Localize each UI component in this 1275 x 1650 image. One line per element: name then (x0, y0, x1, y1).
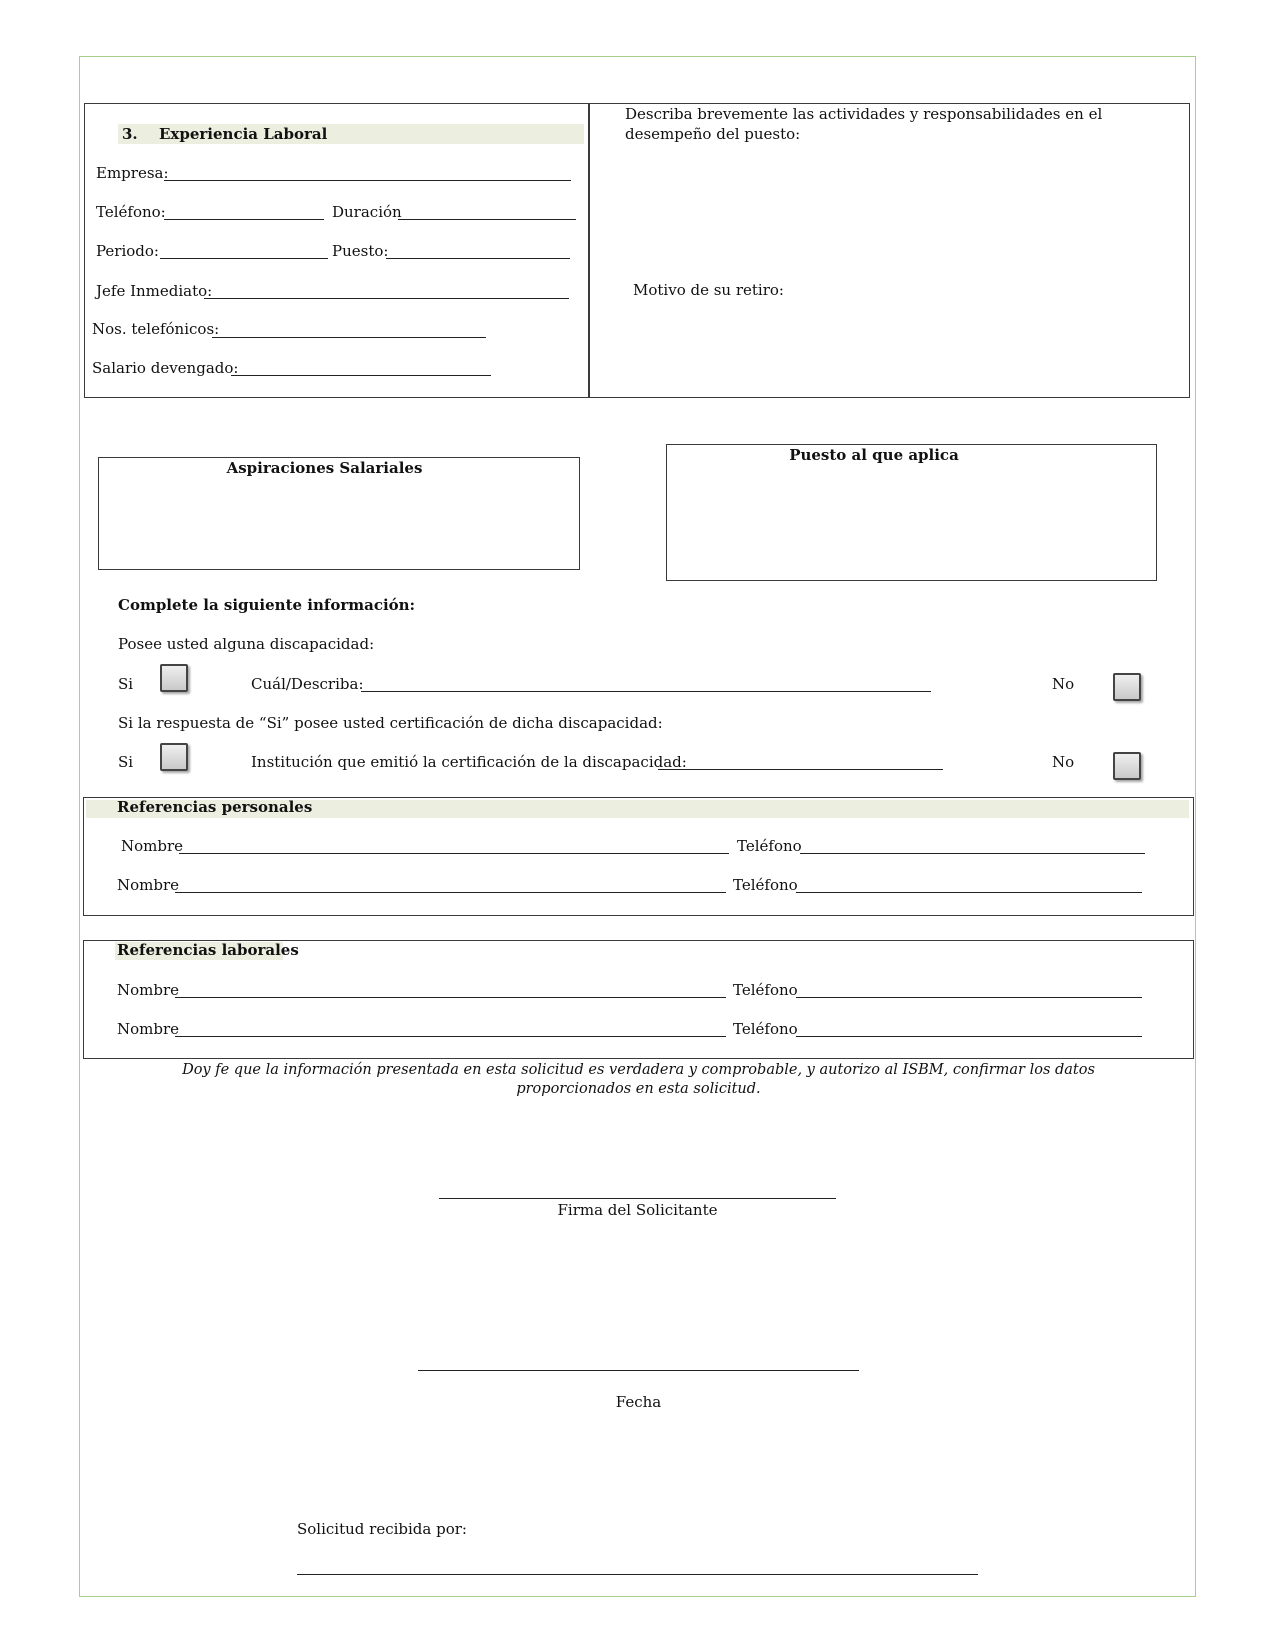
ref-personales-nombre-field-1[interactable] (179, 853, 729, 854)
periodo-field[interactable] (160, 258, 328, 259)
describe-text: Describa brevemente las actividades y responsabilidades en el desempeño del puesto: (625, 105, 1103, 143)
ref-laborales-nombre-label-2: Nombre (117, 1020, 180, 1038)
telefono-field[interactable] (164, 219, 324, 220)
ref-personales-nombre-field-2[interactable] (175, 892, 726, 893)
cual-field[interactable] (361, 691, 931, 692)
ref-personales-title: Referencias personales (117, 798, 313, 816)
ref-personales-nombre-label-2: Nombre (117, 876, 180, 894)
periodo-label: Periodo: (96, 242, 159, 260)
motivo-label: Motivo de su retiro: (633, 281, 784, 299)
fecha-label: Fecha (615, 1393, 662, 1411)
salario-label: Salario devengado: (92, 359, 239, 377)
no-label-1: No (1052, 675, 1075, 693)
section-title: Experiencia Laboral (159, 125, 328, 143)
puesto-aplica-title: Puesto al que aplica (789, 446, 959, 464)
section-number: 3. (122, 125, 138, 143)
ref-laborales-nombre-field-1[interactable] (175, 997, 726, 998)
nos-telefonicos-field[interactable] (212, 337, 486, 338)
si-label-2: Si (118, 753, 134, 771)
recibida-label: Solicitud recibida por: (297, 1520, 467, 1538)
puesto-aplica-box[interactable] (666, 444, 1157, 581)
experience-box (84, 103, 1190, 398)
firma-label: Firma del Solicitante (557, 1201, 718, 1219)
ref-laborales-telefono-label-2: Teléfono (733, 1020, 798, 1038)
ref-personales-nombre-label-1: Nombre (121, 837, 184, 855)
si-checkbox-2[interactable] (160, 743, 188, 771)
declaration-line-1: Doy fe que la información presentada en esta solicitud es verdadera y comprobable, y autorizo al ISBM, confirmar los datos (182, 1062, 1095, 1078)
empresa-field[interactable] (164, 180, 571, 181)
ref-laborales-nombre-label-1: Nombre (117, 981, 180, 999)
puesto-label: Puesto: (332, 242, 389, 260)
telefono-label: Teléfono: (96, 203, 166, 221)
jefe-field[interactable] (204, 298, 569, 299)
no-label-2: No (1052, 753, 1075, 771)
duracion-label: Duración (332, 203, 402, 221)
no-checkbox-2[interactable] (1113, 752, 1141, 780)
fecha-line[interactable] (418, 1370, 859, 1371)
discapacidad-question2: Si la respuesta de “Si” posee usted certificación de dicha discapacidad: (118, 714, 663, 732)
ref-laborales-telefono-field-1[interactable] (796, 997, 1142, 998)
ref-personales-telefono-field-1[interactable] (800, 853, 1145, 854)
ref-laborales-nombre-field-2[interactable] (175, 1036, 726, 1037)
ref-laborales-telefono-label-1: Teléfono (733, 981, 798, 999)
declaration-line-2: proporcionados en esta solicitud. (516, 1081, 761, 1097)
aspiraciones-title: Aspiraciones Salariales (226, 459, 423, 477)
discapacidad-heading: Complete la siguiente información: (118, 596, 416, 614)
ref-personales-telefono-field-2[interactable] (796, 892, 1142, 893)
empresa-label: Empresa: (96, 164, 169, 182)
no-checkbox-1[interactable] (1113, 673, 1141, 701)
cual-label: Cuál/Describa: (251, 675, 364, 693)
duracion-field[interactable] (398, 219, 576, 220)
salario-field[interactable] (231, 375, 491, 376)
institucion-label: Institución que emitió la certificación de la discapacidad: (251, 753, 687, 771)
puesto-field[interactable] (386, 258, 570, 259)
firma-line[interactable] (439, 1198, 836, 1199)
ref-laborales-title: Referencias laborales (117, 941, 299, 959)
ref-personales-telefono-label-2: Teléfono (733, 876, 798, 894)
experience-divider (588, 103, 590, 398)
recibida-line[interactable] (297, 1574, 978, 1575)
ref-laborales-telefono-field-2[interactable] (796, 1036, 1142, 1037)
institucion-field[interactable] (658, 769, 943, 770)
nos-telefonicos-label: Nos. telefónicos: (92, 320, 220, 338)
si-checkbox-1[interactable] (160, 664, 188, 692)
ref-personales-telefono-label-1: Teléfono (737, 837, 802, 855)
si-label-1: Si (118, 675, 134, 693)
discapacidad-question1: Posee usted alguna discapacidad: (118, 635, 375, 653)
jefe-label: Jefe Inmediato: (96, 282, 213, 300)
